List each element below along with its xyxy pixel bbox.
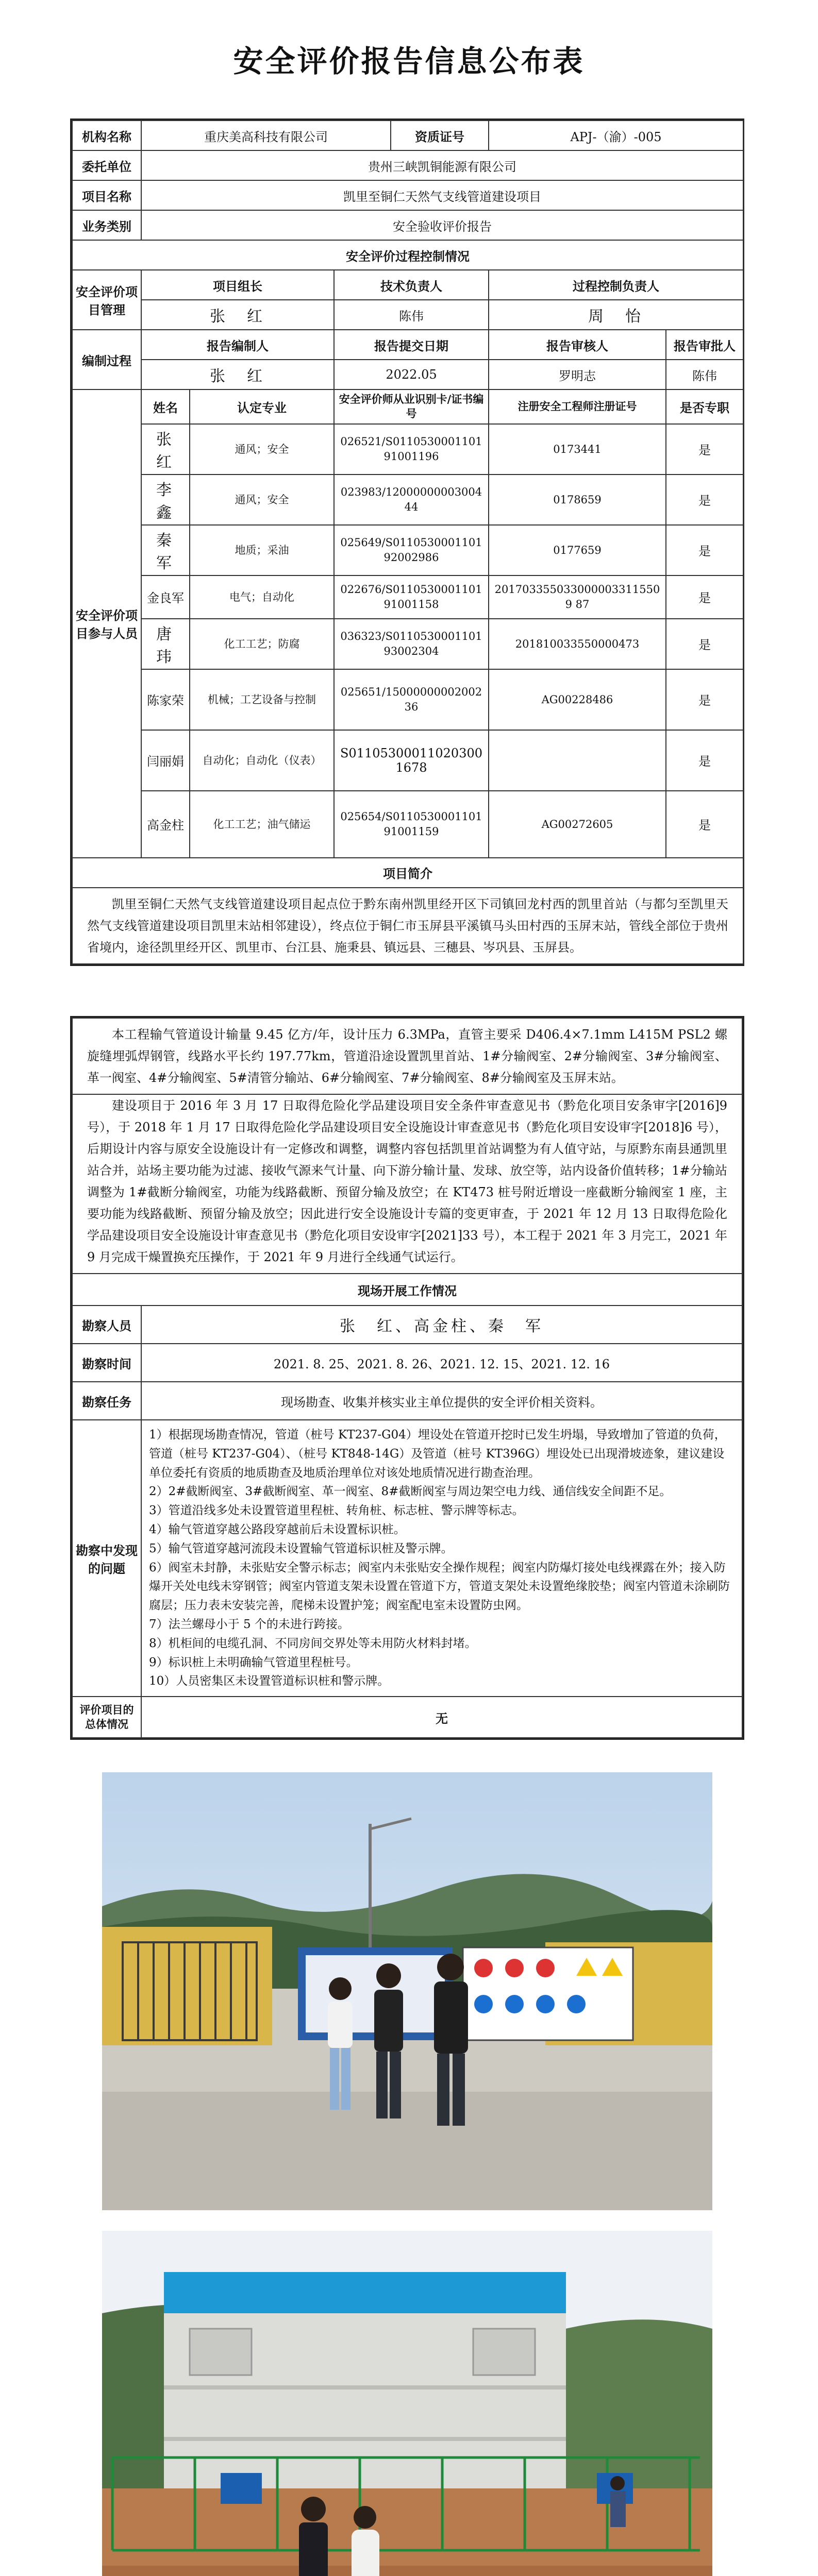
cert-value: APJ-（渝）-005 <box>489 121 743 150</box>
person-major: 地质；采油 <box>190 525 334 575</box>
client-value: 贵州三峡凯铜能源有限公司 <box>141 150 743 180</box>
site-section-title: 现场开展工作情况 <box>72 1274 742 1306</box>
intro-paragraph-3: 建设项目于 2016 年 3 月 17 日取得危险化学品建设项目安全条件审查意见书（黔危化项目安条审字[2016]9 号），于 2018 年 1 月 17 日取得危险化学品建设项目安全设施设计审查意见书（黔危化项目安设审字[2018]6 号），后期设计内容与原安全设施设计有一定修改和调整，调整内容包括凯里首站调整为有人值守站，与原黔东南县通凯里站合并，站场主要功能为过滤、接收气源来气计量、向下游分输计量、发球、放空等，站内设备价值转移；1#分输站调整为 1#截断分输阀室，功能为线路截断、预留分输及放空；在 KT473 桩号附近增设一座截断分输阀室 1 座，主要功能为线路截断、预留分输及放空；因此进行安全设施设计专篇的变更审查，于 2021 年 12 月 13 日取得危险化学品建设项目安全设施设计审查意见书（黔危化项目安设审字[2021]33 号），本工程于 2021 年 3 月完工，2021 年 9 月完成干燥置换充压操作，于 2021 年 9 月进行全线通气试运行。 <box>72 1094 742 1274</box>
col-reg: 注册安全工程师注册证号 <box>489 389 666 424</box>
org-value: 重庆美高科技有限公司 <box>141 121 391 150</box>
head-author: 报告编制人 <box>141 330 334 360</box>
list-item: 3）管道沿线多处未设置管道里程桩、转角桩、标志桩、警示牌等标志。 <box>149 1504 524 1518</box>
list-item: 1）根据现场勘查情况，管道（桩号 KT237-G04）埋设处在管道开挖时已发生坍塌，导致增加了管道的负荷，管道（桩号 KT237-G04）、（桩号 KT848-14G）及管道（桩号 KT396G）埋设处已出现滑坡迹象，建议建设单位委托有资质的地质勘查及地质治理单位对该处地质情况进行勘查治理。 <box>149 1428 726 1480</box>
list-item: 4）输气管道穿越公路段穿越前后未设置标识桩。 <box>149 1522 406 1536</box>
col-name: 姓名 <box>141 389 190 424</box>
person-card: 036323/S011053000110193002304 <box>334 619 489 669</box>
col-card: 安全评价师从业识别卡/证书编号 <box>334 389 489 424</box>
business-label: 业务类别 <box>72 210 141 240</box>
person-full: 是 <box>666 619 743 669</box>
person-name: 秦 军 <box>141 525 190 575</box>
list-item: 6）阀室未封静，未张贴安全警示标志；阀室内未张贴安全操作规程；阀室内防爆灯接处电线裸露在外；接入防爆开关处电线未穿钢管；阀室内管道支架未设置在管道下方，管道支架处未设置绝缘胶垫；阀室内管道未涂刷防腐层；压力表未安装完善，爬梯未设置护笼；阀室配电室未设置防虫网。 <box>149 1561 730 1613</box>
person-name: 闫丽娟 <box>141 730 190 791</box>
person-name: 高金柱 <box>141 791 190 858</box>
list-item: 7）法兰螺母小于 5 个的未进行跨接。 <box>149 1617 349 1631</box>
person-reg: 201810033550000473 <box>489 619 666 669</box>
person-name: 陈家荣 <box>141 669 190 730</box>
table-row <box>72 525 743 575</box>
person-full: 是 <box>666 791 743 858</box>
person-card: 022676/S011053000110191001158 <box>334 575 489 619</box>
org-label: 机构名称 <box>72 121 141 150</box>
head-leader: 项目组长 <box>141 270 334 300</box>
head-ctrl: 过程控制负责人 <box>489 270 743 300</box>
issues-label: 勘察中发现的问题 <box>72 1420 141 1697</box>
person-card: 025651/1500000000200236 <box>334 669 489 730</box>
list-item: 9）标识桩上未明确输气管道里程桩号。 <box>149 1655 358 1669</box>
result-label: 评价项目的总体情况 <box>72 1697 141 1738</box>
person-full: 是 <box>666 730 743 791</box>
task-label: 勘察任务 <box>72 1382 141 1420</box>
process-section-title: 安全评价过程控制情况 <box>72 240 743 270</box>
person-reg: 0178659 <box>489 474 666 525</box>
person-name: 金良军 <box>141 575 190 619</box>
col-full: 是否专职 <box>666 389 743 424</box>
list-item: 10）人员密集区未设置管道标识桩和警示牌。 <box>149 1674 390 1688</box>
head-approver: 报告审批人 <box>666 330 743 360</box>
cert-label: 资质证号 <box>391 121 489 150</box>
person-full: 是 <box>666 669 743 730</box>
person-card: 025654/S011053000110191001159 <box>334 791 489 858</box>
person-full: 是 <box>666 525 743 575</box>
person-full: 是 <box>666 575 743 619</box>
client-label: 委托单位 <box>72 150 141 180</box>
intro-paragraph-2: 本工程输气管道设计输量 9.45 亿方/年，设计压力 6.3MPa，直管主要采 D406.4×7.1mm L415M PSL2 螺旋缝埋弧焊钢管，线路水平长约 197.77km，管道沿途设置凯里首站、1#分输阀室、2#分输阀室、3#分输阀室、革一阀室、4#分输阀室、5#清管分输站、6#分输阀室、7#分输阀室、8#分输阀室及玉屏末站。 <box>72 1018 742 1094</box>
date-value: 2022.05 <box>334 360 489 389</box>
page-title: 安全评价报告信息公布表 <box>233 44 585 79</box>
task-value: 现场勘查、收集并核实业主单位提供的安全评价相关资料。 <box>141 1382 742 1420</box>
person-major: 电气；自动化 <box>190 575 334 619</box>
person-name: 张 红 <box>141 424 190 474</box>
person-major: 自动化；自动化（仪表） <box>190 730 334 791</box>
list-item: 5）输气管道穿越河流段未设置输气管道标识桩及警示牌。 <box>149 1541 453 1555</box>
person-major: 机械；工艺设备与控制 <box>190 669 334 730</box>
table-row <box>72 424 743 474</box>
tech-value: 陈伟 <box>334 300 489 330</box>
table-row <box>72 730 743 791</box>
personnel-label: 安全评价项目参与人员 <box>72 389 141 858</box>
person-reg: 0177659 <box>489 525 666 575</box>
head-date: 报告提交日期 <box>334 330 489 360</box>
mgmt-label: 安全评价项目管理 <box>72 270 141 330</box>
list-item: 2）2#截断阀室、3#截断阀室、革一阀室、8#截断阀室与周边架空电力线、通信线安全间距不足。 <box>149 1485 672 1499</box>
table-row <box>72 669 743 730</box>
issues-list <box>141 1420 742 1697</box>
ctrl-value: 周 怡 <box>489 300 743 330</box>
person-card: 025649/S011053000110192002986 <box>334 525 489 575</box>
person-reg: 2017033550330000033115509 87 <box>489 575 666 619</box>
intro-section-title: 项目简介 <box>72 858 743 888</box>
author-value: 张 红 <box>141 360 334 389</box>
person-name: 唐 玮 <box>141 619 190 669</box>
business-value: 安全验收评价报告 <box>141 210 743 240</box>
person-reg: 0173441 <box>489 424 666 474</box>
person-card: 026521/S011053000110191001196 <box>334 424 489 474</box>
person-major: 化工工艺；防腐 <box>190 619 334 669</box>
person-card: S011053000110203001678 <box>334 730 489 791</box>
site-photo-entrance-image <box>102 1772 712 2210</box>
project-value: 凯里至铜仁天然气支线管道建设项目 <box>141 180 743 210</box>
person-reg <box>489 730 666 791</box>
person-major: 通风；安全 <box>190 424 334 474</box>
table-row <box>72 619 743 669</box>
person-major: 通风；安全 <box>190 474 334 525</box>
prep-label: 编制过程 <box>72 330 141 389</box>
table-row <box>72 474 743 525</box>
table-row <box>72 575 743 619</box>
project-label: 项目名称 <box>72 180 141 210</box>
person-major: 化工工艺；油气储运 <box>190 791 334 858</box>
table-row <box>72 791 743 858</box>
time-label: 勘察时间 <box>72 1344 141 1382</box>
col-major: 认定专业 <box>190 389 334 424</box>
person-full: 是 <box>666 424 743 474</box>
person-reg: AG00272605 <box>489 791 666 858</box>
intro-paragraph-1: 凯里至铜仁天然气支线管道建设项目起点位于黔东南州凯里经开区下司镇回龙村西的凯里首站（与都匀至凯里天然气支线管道建设项目凯里末站相邻建设），终点位于铜仁市玉屏县平溪镇马头田村西的玉屏末站，管线全部位于贵州省境内，途径凯里经开区、凯里市、台江县、施秉县、镇远县、三穗县、岑巩县、玉屏县。 <box>72 888 743 964</box>
head-reviewer: 报告审核人 <box>489 330 666 360</box>
info-table-bottom <box>70 1016 744 1740</box>
leader-value: 张 红 <box>141 300 334 330</box>
info-table-top <box>70 118 744 966</box>
reviewer-value: 罗明志 <box>489 360 666 389</box>
time-value: 2021. 8. 25、2021. 8. 26、2021. 12. 15、2021. 12. 16 <box>141 1344 742 1382</box>
list-item: 8）机柜间的电缆孔洞、不同房间交界处等未用防火材料封堵。 <box>149 1636 477 1650</box>
person-card: 023983/1200000000300444 <box>334 474 489 525</box>
site-photo-valve-room <box>102 2231 712 2576</box>
person-name: 李 鑫 <box>141 474 190 525</box>
person-full: 是 <box>666 474 743 525</box>
approver-value: 陈伟 <box>666 360 743 389</box>
staff-label: 勘察人员 <box>72 1306 141 1344</box>
head-tech: 技术负责人 <box>334 270 489 300</box>
result-value: 无 <box>141 1697 742 1738</box>
person-reg: AG00228486 <box>489 669 666 730</box>
site-photo-valve-room-image <box>102 2231 712 2576</box>
site-photo-entrance <box>102 1772 712 2210</box>
staff-value: 张 红、高金柱、秦 军 <box>141 1306 742 1344</box>
